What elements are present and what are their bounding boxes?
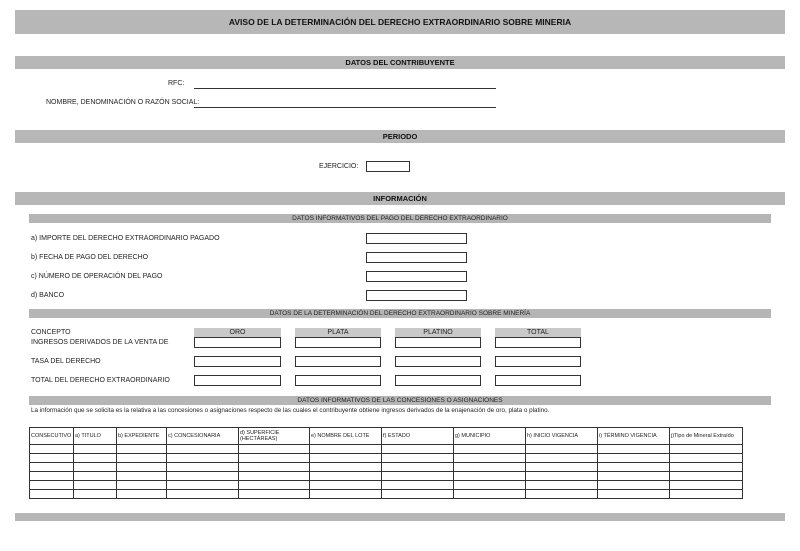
table-header-cell: g) MUNICIPIO: [454, 428, 526, 445]
table-cell[interactable]: [74, 463, 117, 472]
fecha-pago-input[interactable]: [366, 252, 467, 263]
table-cell[interactable]: [310, 445, 382, 454]
ejercicio-label: EJERCICIO:: [319, 163, 359, 170]
tasa-plata-input[interactable]: [295, 356, 381, 367]
column-header-plata: PLATA: [295, 328, 381, 337]
table-cell[interactable]: [74, 490, 117, 499]
table-cell[interactable]: [117, 490, 167, 499]
table-cell[interactable]: [310, 463, 382, 472]
pago-field-label: b) FECHA DE PAGO DEL DERECHO: [31, 254, 149, 261]
ingresos-oro-input[interactable]: [194, 337, 281, 348]
footer-bar: [15, 513, 785, 521]
table-cell[interactable]: [454, 472, 526, 481]
table-cell[interactable]: [310, 481, 382, 490]
table-header-cell: f) ESTADO: [382, 428, 454, 445]
table-cell[interactable]: [382, 472, 454, 481]
table-cell[interactable]: [74, 454, 117, 463]
table-cell[interactable]: [454, 463, 526, 472]
nombre-label: NOMBRE, DENOMINACIÓN O RAZÓN SOCIAL:: [46, 99, 200, 106]
total-derecho-total-input[interactable]: [495, 375, 581, 386]
table-cell[interactable]: [526, 445, 598, 454]
column-header-total: TOTAL: [495, 328, 581, 337]
table-header-row: [30, 428, 743, 445]
table-header-cell: j)Tipo de Mineral Extraído: [670, 428, 743, 445]
column-header-oro: ORO: [194, 328, 281, 337]
table-cell[interactable]: [382, 490, 454, 499]
table-cell[interactable]: [454, 481, 526, 490]
tasa-oro-input[interactable]: [194, 356, 281, 367]
table-cell[interactable]: [167, 463, 239, 472]
table-cell[interactable]: [117, 463, 167, 472]
section-informacion-header: INFORMACIÓN: [15, 192, 785, 205]
table-cell[interactable]: [30, 472, 74, 481]
table-cell[interactable]: [454, 445, 526, 454]
table-cell[interactable]: [239, 463, 310, 472]
table-cell[interactable]: [239, 472, 310, 481]
table-row: [30, 445, 743, 454]
table-cell[interactable]: [167, 490, 239, 499]
table-row: [30, 481, 743, 490]
table-cell[interactable]: [239, 490, 310, 499]
table-cell[interactable]: [30, 445, 74, 454]
table-cell[interactable]: [670, 454, 743, 463]
table-header-cell: e) NOMBRE DEL LOTE: [310, 428, 382, 445]
section-contribuyente-header: DATOS DEL CONTRIBUYENTE: [15, 56, 785, 69]
table-cell[interactable]: [239, 445, 310, 454]
table-cell[interactable]: [30, 454, 74, 463]
total-derecho-plata-input[interactable]: [295, 375, 381, 386]
table-cell[interactable]: [117, 472, 167, 481]
table-cell[interactable]: [30, 463, 74, 472]
ingresos-plata-input[interactable]: [295, 337, 381, 348]
table-cell[interactable]: [74, 472, 117, 481]
table-cell[interactable]: [670, 481, 743, 490]
table-cell[interactable]: [526, 454, 598, 463]
table-cell[interactable]: [670, 463, 743, 472]
determinacion-subheader: DATOS DE LA DETERMINACIÓN DEL DERECHO EXTRAORDINARIO SOBRE MINERÍA: [29, 309, 771, 318]
table-cell[interactable]: [30, 481, 74, 490]
determinacion-row-label: TOTAL DEL DERECHO EXTRAORDINARIO: [31, 377, 170, 384]
table-header-cell: i) TÉRMINO VIGENCIA: [598, 428, 670, 445]
table-header-cell: a) TITULO: [74, 428, 117, 445]
table-header-cell: d) SUPERFICIE (HECTÁREAS): [239, 428, 310, 445]
table-cell[interactable]: [167, 454, 239, 463]
column-header-platino: PLATINO: [395, 328, 481, 337]
pago-subheader: DATOS INFORMATIVOS DEL PAGO DEL DERECHO EXTRAORDINARIO: [29, 214, 771, 223]
table-cell[interactable]: [526, 463, 598, 472]
table-row: [30, 454, 743, 463]
banco-input[interactable]: [366, 290, 467, 301]
table-cell[interactable]: [74, 445, 117, 454]
table-cell[interactable]: [454, 490, 526, 499]
table-row: [30, 472, 743, 481]
pago-field-label: a) IMPORTE DEL DERECHO EXTRAORDINARIO PAGADO: [31, 235, 220, 242]
table-cell[interactable]: [598, 472, 670, 481]
table-cell[interactable]: [526, 481, 598, 490]
ingresos-platino-input[interactable]: [395, 337, 481, 348]
table-header-cell: c) CONCESIONARIA: [167, 428, 239, 445]
table-cell[interactable]: [670, 445, 743, 454]
rfc-label: RFC:: [168, 80, 185, 87]
ejercicio-input[interactable]: [366, 161, 410, 172]
tasa-platino-input[interactable]: [395, 356, 481, 367]
pago-field-label: d) BANCO: [31, 292, 65, 299]
table-header-cell: h) INICIO VIGENCIA: [526, 428, 598, 445]
determinacion-row-label: INGRESOS DERIVADOS DE LA VENTA DE: [31, 339, 169, 346]
table-cell[interactable]: [117, 454, 167, 463]
table-cell[interactable]: [239, 454, 310, 463]
importe-input[interactable]: [366, 233, 467, 244]
table-cell[interactable]: [598, 490, 670, 499]
total-derecho-oro-input[interactable]: [194, 375, 281, 386]
table-cell[interactable]: [382, 481, 454, 490]
table-cell[interactable]: [598, 445, 670, 454]
table-header-cell: CONSECUTIVO: [30, 428, 74, 445]
table-cell[interactable]: [117, 445, 167, 454]
concesiones-subheader: DATOS INFORMATIVOS DE LAS CONCESIONES O ASIGNACIONES: [29, 396, 771, 405]
table-cell[interactable]: [382, 445, 454, 454]
concepto-label: CONCEPTO: [31, 329, 71, 336]
table-cell[interactable]: [239, 481, 310, 490]
table-cell[interactable]: [382, 463, 454, 472]
table-row: [30, 490, 743, 499]
pago-field-label: c) NÚMERO DE OPERACIÓN DEL PAGO: [31, 273, 163, 280]
table-cell[interactable]: [117, 481, 167, 490]
form-title: AVISO DE LA DETERMINACIÓN DEL DERECHO EXTRAORDINARIO SOBRE MINERIA: [15, 10, 785, 34]
table-header-cell: b) EXPEDIENTE: [117, 428, 167, 445]
table-cell[interactable]: [30, 490, 74, 499]
table-cell[interactable]: [382, 454, 454, 463]
table-cell[interactable]: [167, 445, 239, 454]
table-cell[interactable]: [167, 481, 239, 490]
tasa-total-input[interactable]: [495, 356, 581, 367]
table-cell[interactable]: [526, 490, 598, 499]
table-cell[interactable]: [598, 454, 670, 463]
determinacion-row-label: TASA DEL DERECHO: [31, 358, 101, 365]
numero-operacion-input[interactable]: [366, 271, 467, 282]
rfc-field[interactable]: [194, 88, 496, 89]
table-cell[interactable]: [670, 472, 743, 481]
table-cell[interactable]: [167, 472, 239, 481]
total-derecho-platino-input[interactable]: [395, 375, 481, 386]
table-cell[interactable]: [310, 454, 382, 463]
table-cell[interactable]: [526, 472, 598, 481]
table-cell[interactable]: [670, 490, 743, 499]
table-row: [30, 463, 743, 472]
table-cell[interactable]: [310, 490, 382, 499]
table-cell[interactable]: [598, 463, 670, 472]
concesiones-table: [29, 427, 743, 499]
table-cell[interactable]: [74, 481, 117, 490]
table-cell[interactable]: [598, 481, 670, 490]
table-cell[interactable]: [310, 472, 382, 481]
nombre-field[interactable]: [194, 107, 496, 108]
ingresos-total-input[interactable]: [495, 337, 581, 348]
concesiones-note: La información que se solicita es la relativa a las concesiones o asignaciones respecto de las cuales el contribuyente obtiene ingresos derivados de la enajenación de oro, plata o platino.: [31, 407, 550, 414]
table-cell[interactable]: [454, 454, 526, 463]
section-periodo-header: PERIODO: [15, 130, 785, 143]
